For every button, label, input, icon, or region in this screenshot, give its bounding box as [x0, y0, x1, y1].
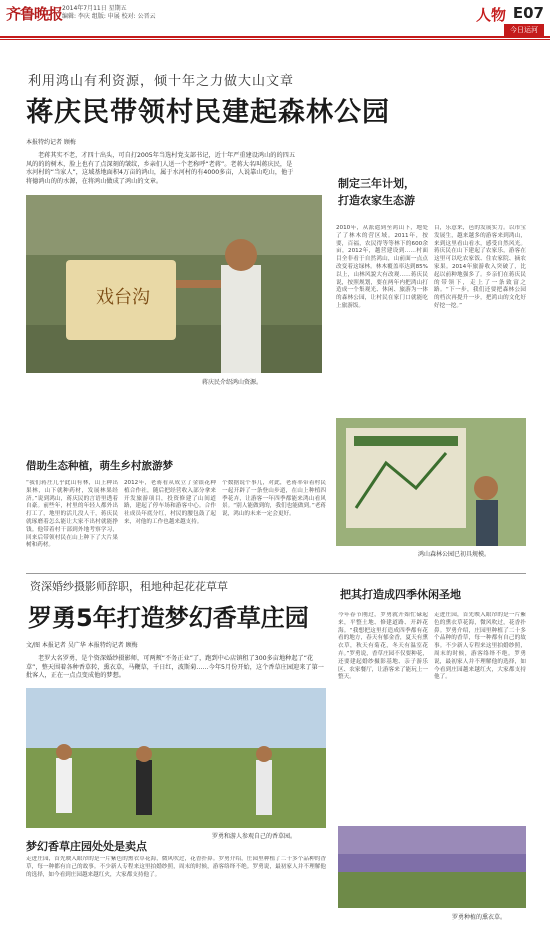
story1-subhead-tourism: 借助生态种植，萌生乡村旅游梦: [26, 460, 173, 472]
story2-byline: 文/图 本报记者 吴广华 本报特约记者 顾梅: [26, 642, 138, 649]
photo-lavender: [338, 826, 526, 908]
story1-subhead-plan: [338, 175, 468, 209]
story1-headline: 蒋庆民带领村民建起森林公园: [26, 97, 390, 128]
story2-column-right-2: 走进庄园，首先映入眼帘的是一片紫色的熏衣草花海，微风吹过，花香扑鼻。罗勇介绍，庄园里种植了二十多个品种的香草，每一种都有自己的故事。不少新人专程来这里拍婚纱照，周末的时候，游客络绎不绝。罗勇说，最初家人并不理解他的选择，如今看到庄园越来越红火，大家都支持他了。: [434, 612, 526, 681]
photo-herb-garden-visit: [26, 688, 326, 828]
header-rule: [0, 36, 550, 38]
story-divider: [26, 573, 526, 574]
section-sub-label: 今日运河: [504, 24, 544, 36]
photo1-caption: 蒋庆民介绍鸿山资源。: [202, 379, 263, 386]
svg-text:戏台沟: 戏台沟: [96, 287, 150, 308]
story1-byline: 本报特约记者 顾梅: [26, 139, 76, 146]
newspaper-logo: 齐鲁晚报: [6, 5, 63, 23]
subhead-line: 制定三年计划，: [338, 177, 415, 190]
story2-column-right-1: 今年春节刚过，罗勇就开始忙碌起来，平整土地、修建道路、开辟花海。“我想把这里打造成四季都有花看的地方，春天有郁金香，夏天有熏衣草，秋天有菊花，冬天有温室花卉。”罗勇说，香草庄园不仅要种花，还要建起婚纱摄影基地、亲子游乐区、农家餐厅，让游客来了能玩上一整天。: [338, 612, 428, 681]
story2-column-bottom: 走进庄园，首先映入眼帘的是一片紫色的熏衣草花海，微风吹过，花香扑鼻。罗勇介绍，庄园里种植了二十多个品种的香草，每一种都有自己的故事。不少新人专程来这里拍婚纱照，周末的时候，游客络绎不绝。罗勇说，最初家人并不理解他的选择，如今看到庄园越来越红火，大家都支持他了。: [26, 856, 326, 878]
photo4-caption: 罗勇种植的熏衣草。: [452, 914, 507, 921]
editor-credits: 编辑: 李庆 组版: 申展 校对: 公晋云: [62, 13, 156, 20]
story2-lead: 老罗大名罗勇，是个资深婚纱摄影师，可两颊“不务正业”了，跑到中心店镇租了300多亩地种起了“花草”，整天围着各种香草转，熏衣草，马鞭草，千日红，波斯菊……今年5月份开始，这个香草庄园迎来了第一批客人，正在一点点变成他的梦想。: [26, 655, 324, 680]
story2-kicker: 资深婚纱摄影师辞职，租地种起花花草草: [30, 580, 228, 593]
story2-subhead-leisure: 把其打造成四季休闲圣地: [340, 588, 461, 601]
story1-column-5: 个数据说个事儿，对此，老蒋率带着村民一起开辟了一条登山步道，在山上种植四季花卉，让游客一年四季都能来鸿山看风景。“别人能做到的，我们也能做到。”老蒋说，鸿山的未来一定会更好。: [222, 480, 326, 518]
photo2-caption: 鸿山森林公园已初具规模。: [418, 551, 491, 558]
photo3-caption: 罗勇和游人参观自己的香草园。: [212, 833, 297, 840]
story1-column-3: “我们蒋庄几乎此山有林，山上种出果林，山下就种药材，发展林果经济。”说到鸿山，蒋庆民的言语里透着自豪。前些年，村里的年轻人都外出打工了，地里的活儿没人干，蒋庆民就琢磨着怎么能让大家不出村就能挣钱。他带着村干部到外地考察学习，回来后带领村民在山上种下了大片果树和药材。: [26, 480, 118, 549]
issue-date: 2014年7月11日 星期五: [62, 5, 127, 12]
photo-park-map: [336, 418, 526, 546]
header-rule-thin: [0, 39, 550, 40]
story1-column-2: 目，乐意来，邑的发展实力。以市宝发展生，越来越多的游客来到鸿山，来到这里看山看水，感受自然风光。蒋庆民在山下建起了农家乐，游客在这里可以吃农家饭、住农家院、摘农家果。2014年旅游收入突破了，比起以前种地强多了。乡亲们在蒋庆民的带领下，走上了一条致富之路。“下一步，我们还要把森林公园的档次再提升一步，把鸿山的文化好好挖一挖。”: [434, 225, 526, 309]
issue-meta: [62, 5, 156, 21]
story2-headline: 罗勇5年打造梦幻香草庄园: [28, 604, 309, 632]
story1-column-4: 2012年，老蒋看从成立了金银花种植合作社，随后把经营收入部分拿来开发旅游项目，投资修建了山间道路，建起了停车场和游客中心。合作社成员年底分红，村民的腰包鼓了起来，对他的工作也越来越支持。: [124, 480, 216, 525]
story2-subhead-selling-points: 梦幻香草庄园处处是卖点: [26, 840, 147, 853]
masthead: [0, 0, 550, 46]
page-number: E07: [512, 4, 544, 22]
story1-column-1: 2010年，从派遣到至鸿山下，地处了了林木的营区域。2011年，按要，百福，农民得等等林下的600余亩，2012年，越营建设到……村面目全非看于自然鸿山，山前面一点点改变着这绿林。林木覆盖率达到85%以上，山林风貌大有改观……蒋庆民说，按照规划，要在两年内把鸿山打造成一个集观光、休闲、旅游为一体的森林公园，让村民在家门口就能吃上旅游饭。: [336, 225, 428, 309]
subhead-line: 打造农家生态游: [338, 194, 415, 207]
section-title: 人物: [475, 6, 506, 24]
photo-man-at-sign: [26, 195, 322, 373]
story1-lead: 老蒋其实不老，才四十出头，可自打2005年当选村党支部书记，近十年严重建设鸿山的的四五风的的的树木，脸上也有了点深刻的皱纹，乡亲们人送一个老称呼“老蒋”。老蒋大名叫蒋庆民，是水河村的“当家人”，这域基地面积4万亩的鸿山，属于水河村的有4000多亩，人说靠山吃山，他于将德鸿山的的水源，在将鸿山做成了鸿山的文章。: [26, 152, 296, 185]
story1-kicker: 利用鸿山有利资源，倾十年之力做大山文章: [28, 74, 295, 89]
